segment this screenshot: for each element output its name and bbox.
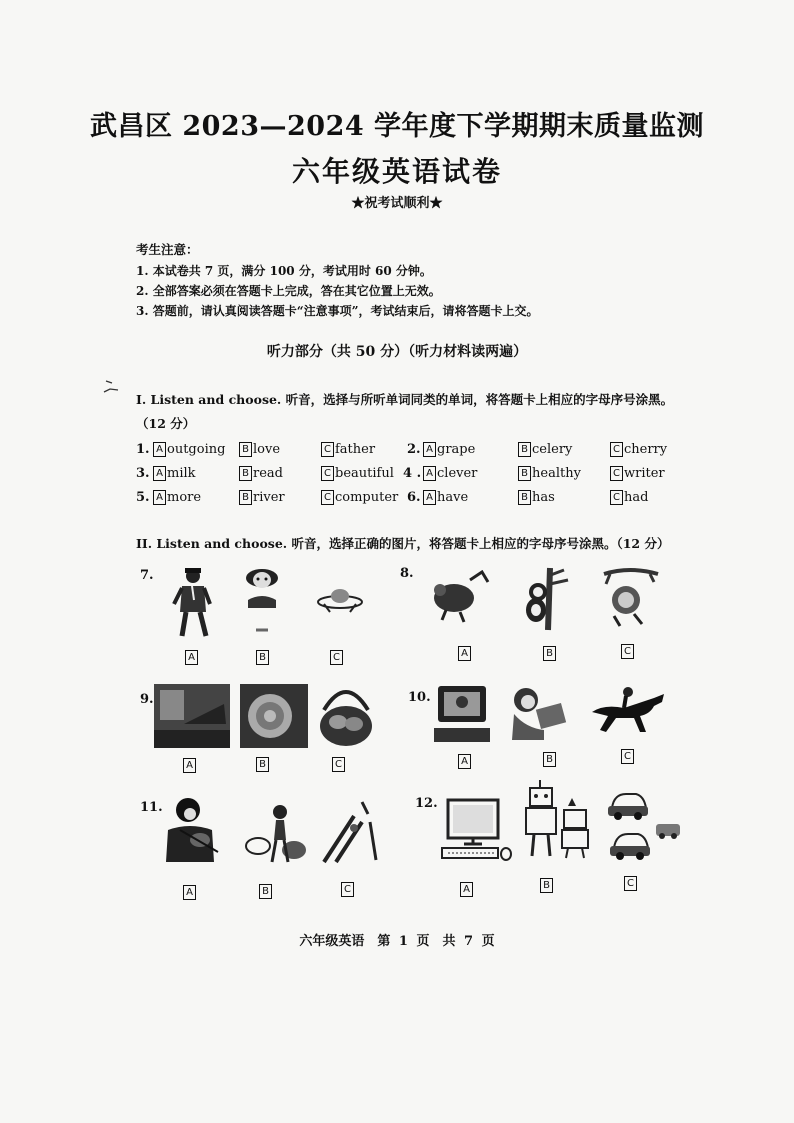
question-number: 12. [415,796,438,811]
choice-c-box[interactable]: C [332,757,345,772]
koala-in-tree-picture [600,566,662,632]
question-number: 3. [136,466,150,481]
choice-b-box[interactable]: B [543,752,556,767]
option-a[interactable] [153,466,196,481]
option-a[interactable] [153,490,201,505]
option-c[interactable] [321,466,394,481]
option-letter: C [321,490,334,505]
option-word: had [624,490,649,505]
monkey-on-branch-picture [420,570,492,624]
woman-portrait-picture [240,566,284,638]
option-c[interactable] [321,490,398,505]
option-b[interactable] [239,442,280,457]
choice-b-box[interactable]: B [256,650,269,665]
option-b[interactable] [239,490,285,505]
option-word: clever [437,466,478,481]
option-word: river [253,490,285,505]
choice-b-box[interactable]: B [540,878,553,893]
desktop-computer-picture [440,798,514,864]
option-word: writer [624,466,665,481]
option-a[interactable] [423,442,475,457]
option-b[interactable] [518,442,572,457]
option-word: milk [167,466,196,481]
page-footer: 六年级英语 第 1 页 共 7 页 [299,934,495,949]
choice-b-box[interactable]: B [256,757,269,772]
option-b[interactable] [518,466,581,481]
option-letter: A [423,442,436,457]
choice-c-box[interactable]: C [621,644,634,659]
flying-saucer-picture [312,582,368,616]
option-a[interactable] [423,490,468,505]
dumplings-basket-picture [316,680,376,750]
horse-rider-picture [584,684,670,740]
option-a[interactable] [423,466,477,481]
choice-a-box[interactable]: A [183,885,196,900]
option-word: healthy [532,466,581,481]
choice-c-box[interactable]: C [624,876,637,891]
option-letter: B [518,490,531,505]
choice-a-box[interactable]: A [183,758,196,773]
question-number: 5. [136,490,150,505]
pen-mark-icon [100,378,122,398]
choice-c-box[interactable]: C [330,650,343,665]
question-number: 8. [400,566,414,581]
question-number: 11. [140,800,163,815]
notice-line-1: 1. 本试卷共 7 页，满分 100 分，考试用时 60 分钟。 [136,264,432,278]
option-letter: C [321,442,334,457]
notice-line-2: 2. 全部答案必须在答题卡上完成，答在其它位置上无效。 [136,284,441,298]
option-word: have [437,490,469,505]
listening-part-title: 听力部分（共 50 分）（听力材料读两遍） [266,344,528,360]
choice-a-box[interactable]: A [458,646,471,661]
choice-b-box[interactable]: B [543,646,556,661]
option-word: read [253,466,283,481]
question-number: 4 . [403,466,422,481]
question-number: 10. [408,690,431,705]
option-letter: C [610,490,623,505]
exam-title: 武昌区 2023—2024 学年度下学期期末质量监测 [89,111,705,142]
question-number: 9. [140,692,154,707]
choice-b-box[interactable]: B [259,884,272,899]
section-2-title: II. Listen and choose. 听音，选择正确的图片，将答题卡上相应的字母序号涂黑。（12 分） [136,536,670,551]
option-word: more [167,490,202,505]
option-word: celery [532,442,573,457]
choice-a-box[interactable]: A [460,882,473,897]
option-c[interactable] [610,466,665,481]
option-c[interactable] [610,490,648,505]
notice-line-3: 3. 答题前，请认真阅读答题卡“注意事项”，考试结束后，请将答题卡上交。 [136,304,539,318]
option-word: outgoing [167,442,226,457]
option-b[interactable] [239,466,283,481]
girl-reading-picture [504,684,570,744]
option-word: grape [437,442,476,457]
toy-cars-picture [606,786,684,864]
man-in-suit-picture [168,566,218,638]
question-number: 7. [140,568,154,583]
section-1-points: （12 分） [136,416,196,431]
option-word: has [532,490,555,505]
option-letter: C [321,466,334,481]
question-number: 1. [136,442,150,457]
option-a[interactable] [153,442,225,457]
option-letter: C [610,466,623,481]
question-number: 6. [407,490,421,505]
choice-c-box[interactable]: C [341,882,354,897]
mooncake-photo-picture [240,684,308,748]
option-letter: A [423,466,436,481]
violin-player-picture [160,796,224,866]
choice-a-box[interactable]: A [458,754,471,769]
choice-c-box[interactable]: C [621,749,634,764]
option-letter: B [518,442,531,457]
drummer-picture [240,800,310,866]
option-letter: B [239,466,252,481]
option-letter: A [153,490,166,505]
option-letter: B [518,466,531,481]
chopsticks-picture [318,796,382,866]
option-b[interactable] [518,490,555,505]
option-letter: A [153,466,166,481]
option-letter: A [423,490,436,505]
section-1-title: I. Listen and choose. 听音，选择与所听单词同类的单词，将答题卡上相应的字母序号涂黑。 [136,392,674,407]
option-word: love [253,442,281,457]
robots-picture [520,778,594,862]
option-word: cherry [624,442,668,457]
person-at-computer-picture [434,684,490,744]
panda-on-tree-picture [514,566,574,632]
question-number: 2. [407,442,421,457]
exam-subtitle: 六年级英语试卷 [291,155,502,188]
option-c[interactable] [321,442,375,457]
option-word: beautiful [335,466,394,481]
notice-title: 考生注意： [136,242,199,257]
good-luck-note: ★祝考试顺利★ [351,196,443,211]
option-c[interactable] [610,442,667,457]
festival-photo-picture [154,684,230,748]
option-letter: A [153,442,166,457]
option-word: computer [335,490,399,505]
option-letter: B [239,490,252,505]
option-letter: C [610,442,623,457]
option-letter: B [239,442,252,457]
option-word: father [335,442,376,457]
choice-a-box[interactable]: A [185,650,198,665]
